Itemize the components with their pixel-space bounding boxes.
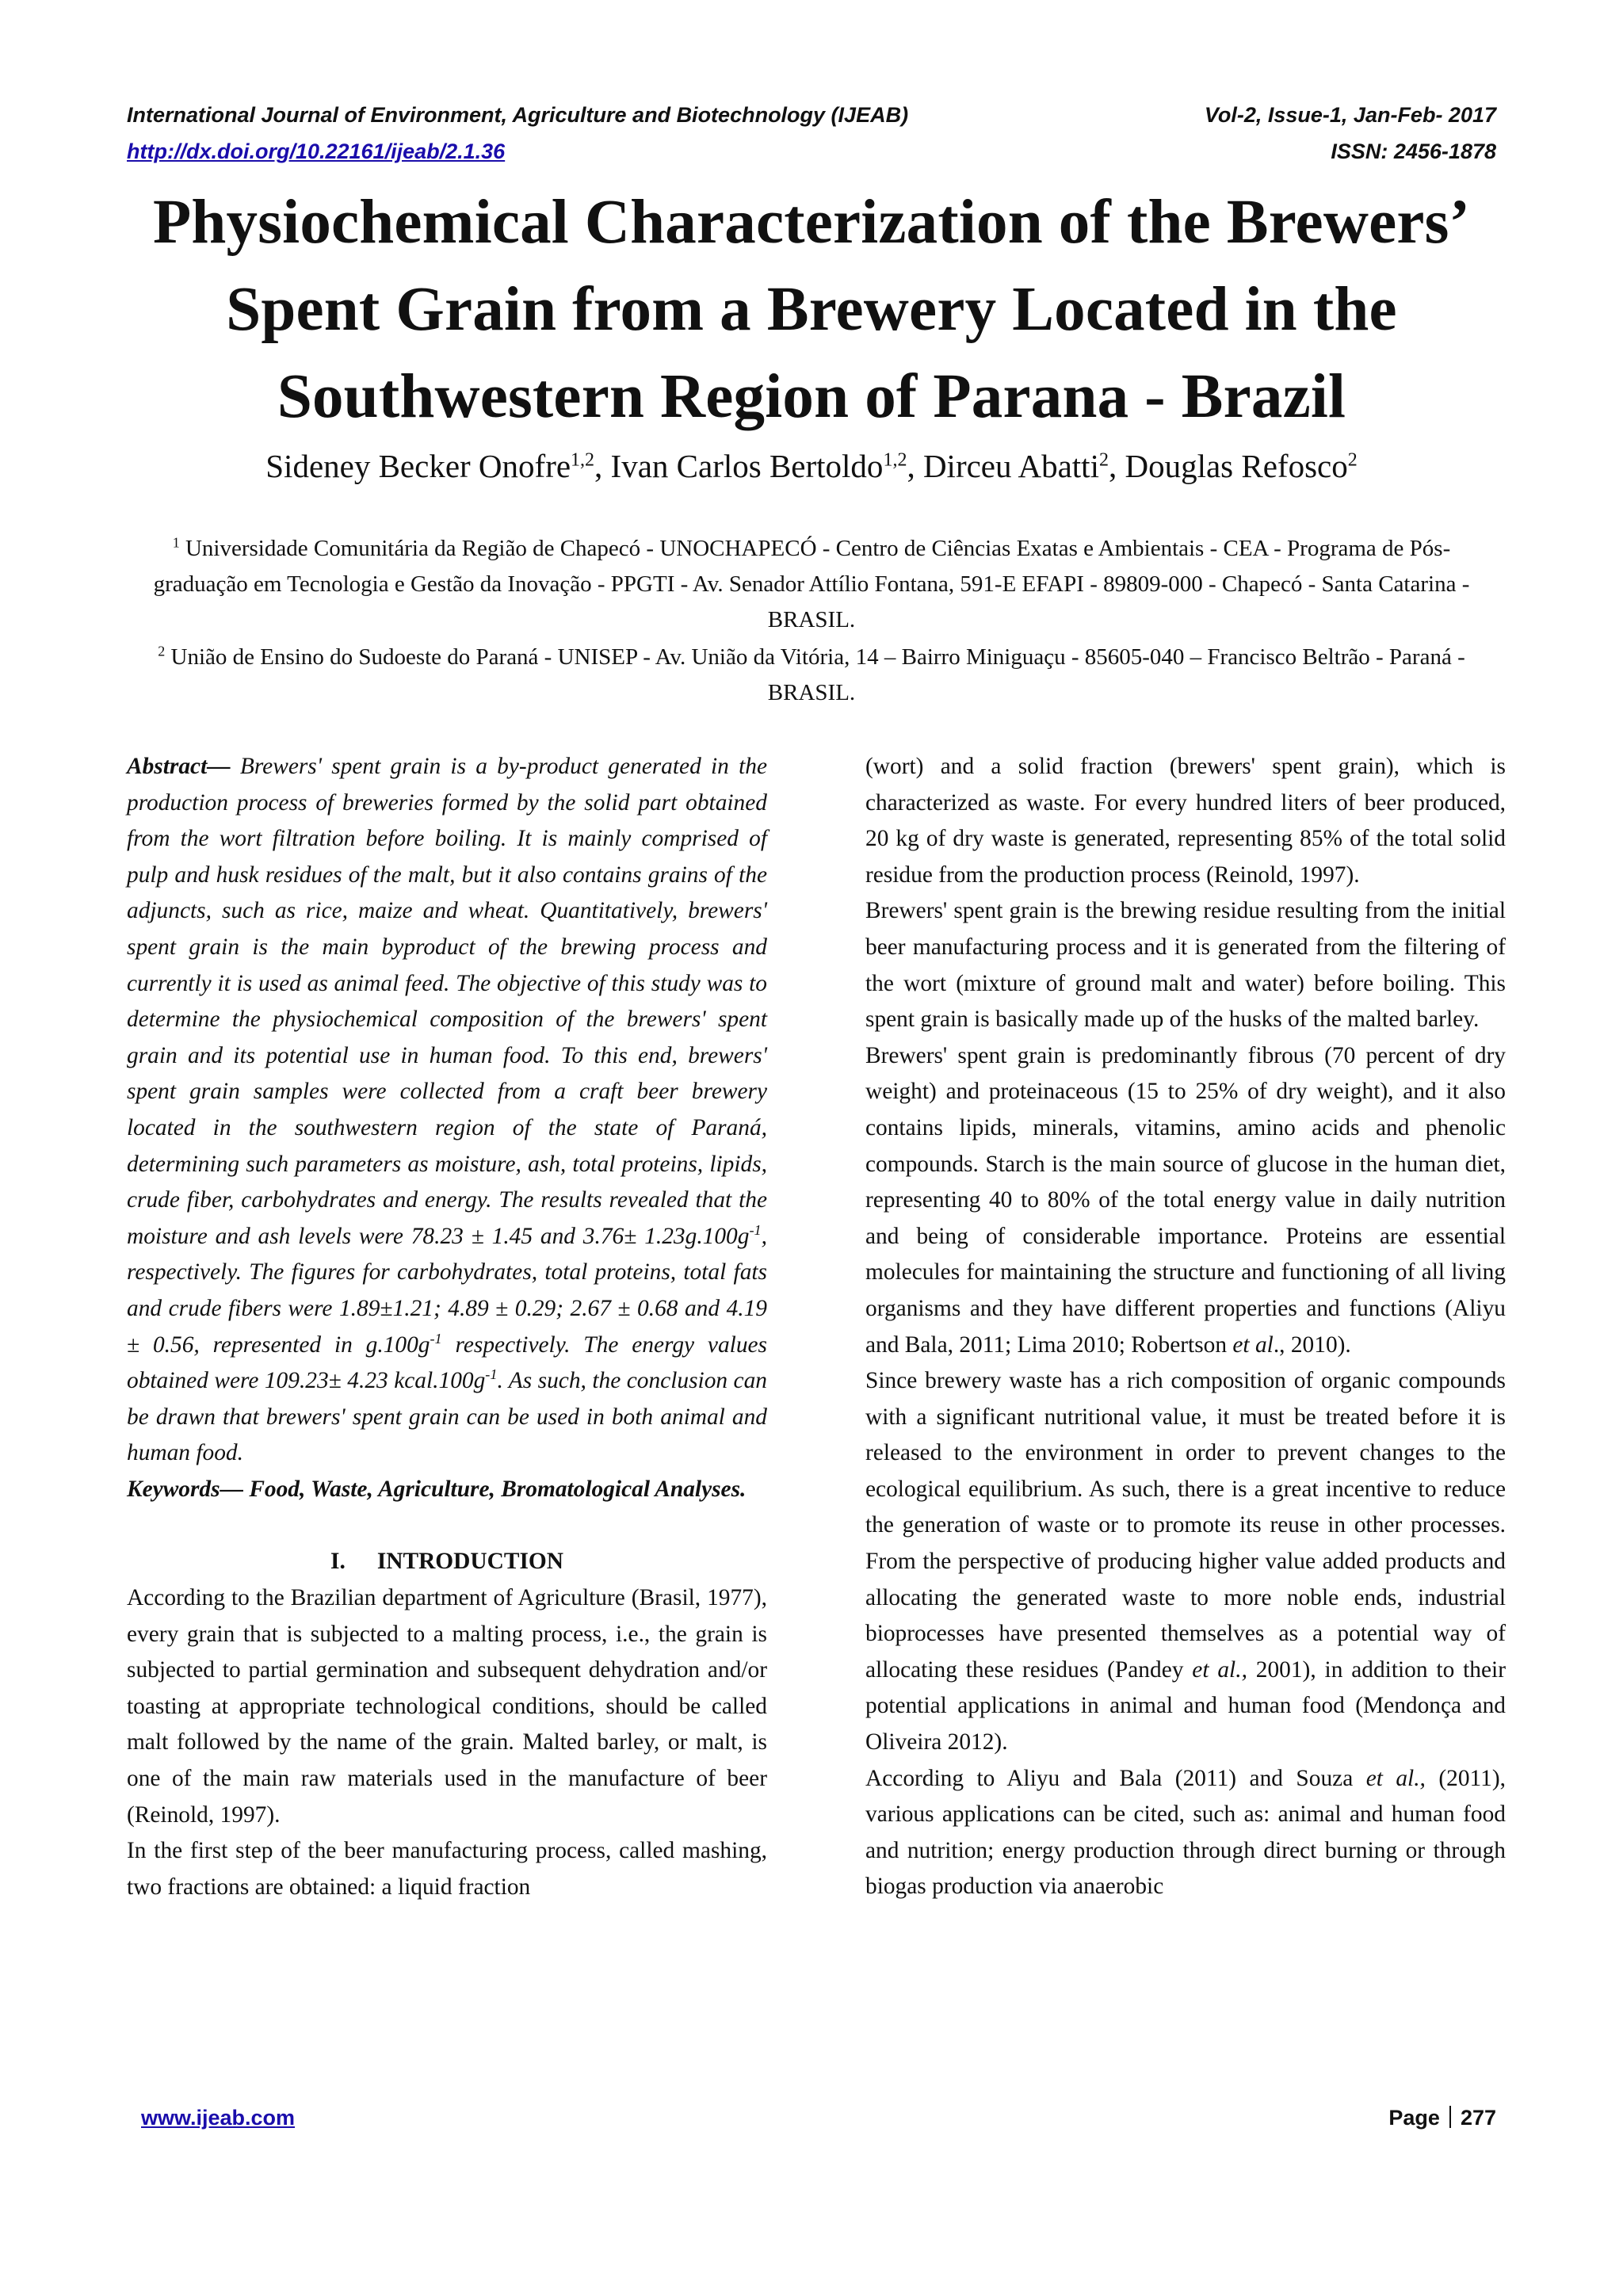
- body-paragraph: [865, 1363, 1506, 1761]
- page-label: Page: [1388, 2106, 1440, 2130]
- author-list: [87, 444, 1536, 488]
- author-separator: ,: [594, 448, 611, 484]
- author-name: Dirceu Abatti: [922, 448, 1099, 484]
- et-al: et al.,: [1192, 1656, 1247, 1683]
- exponent: -1: [485, 1366, 498, 1383]
- affiliations: [127, 531, 1496, 712]
- keywords: [127, 1472, 767, 1508]
- section-heading-introduction: [127, 1544, 767, 1580]
- journal-name: International Journal of Environment, Agriculture and Biotechnology (IJEAB): [127, 103, 909, 127]
- author-separator: ,: [907, 448, 923, 484]
- right-column: [865, 749, 1506, 1905]
- abstract-text: Brewers' spent grain is a by-product generated in the production process of breweries formed by the solid part obtained from the wort filtration before boiling. It is mainly comprised of pulp and husk residues of the malt, but it also contains grains of the adjuncts, such as rice, maize and wheat. Quantitatively, brewers' spent grain is the main byproduct of the brewing process and currently it is used as animal feed. The objective of this study was to determine the physiochemical composition of the brewers' spent grain and its potential use in human food. To this end, brewers' spent grain samples were collected from a craft beer brewery located in the southwestern region of the state of Paraná, determining such parameters as moisture, ash, total proteins, lipids, crude fiber, carbohydrates and energy. The results revealed that the moisture and ash levels were 78.23 ± 1.45 and 3.76± 1.23g.100g: [127, 754, 767, 1249]
- keywords-text: Food, Waste, Agriculture, Bromatological Analyses.: [242, 1476, 747, 1502]
- left-column: [127, 749, 767, 1905]
- page-separator: [1449, 2106, 1451, 2128]
- title-line-1: Physiochemical Characterization of the Brewers’: [152, 188, 1471, 257]
- abstract: [127, 749, 767, 1472]
- body-text: According to Aliyu and Bala (2011) and Souza: [865, 1765, 1366, 1791]
- title-line-3: Southwestern Region of Parana - Brazil: [277, 362, 1346, 431]
- et-al: et al: [1232, 1331, 1274, 1358]
- paper-title: [87, 179, 1536, 441]
- website-link[interactable]: www.ijeab.com: [141, 2106, 296, 2130]
- et-al: et al.,: [1365, 1765, 1426, 1791]
- section-title: INTRODUCTION: [376, 1549, 563, 1575]
- body-text: (2011), various applications can be cited, such as: animal and human food and nutrition; energy production through direct burning or through biogas production via anaerobic: [865, 1765, 1506, 1900]
- exponent: -1: [749, 1221, 762, 1238]
- affiliation-number: 1: [172, 534, 180, 551]
- affiliation-number: 2: [158, 643, 166, 659]
- body-paragraph: [865, 1761, 1506, 1905]
- author-affiliation-mark: 2: [1098, 449, 1109, 471]
- page-number-block: [1388, 2103, 1496, 2132]
- author-separator: ,: [1108, 448, 1125, 484]
- body-text: ., 2010).: [1273, 1331, 1351, 1358]
- body-paragraph: (wort) and a solid fraction (brewers' spent grain), which is characterized as waste. For every hundred liters of beer produced, 20 kg of dry waste is generated, representing 85% of the total solid residue from the production process (Reinold, 1997).: [865, 754, 1506, 888]
- abstract-label: Abstract—: [127, 754, 231, 779]
- keywords-label: Keywords—: [127, 1476, 243, 1502]
- author-affiliation-mark: 2: [1347, 449, 1358, 471]
- section-number: I.: [330, 1549, 346, 1575]
- author-name: Sideney Becker Onofre: [265, 448, 571, 484]
- exponent: -1: [430, 1330, 442, 1347]
- doi-link[interactable]: http://dx.doi.org/10.22161/ijeab/2.1.36: [127, 139, 506, 163]
- affiliation-text: União de Ensino do Sudoeste do Paraná - UNISEP - Av. União da Vitória, 14 – Bairro Miniguaçu - 85605-040 – Francisco Beltrão - Paraná - BRASIL.: [165, 644, 1465, 705]
- abstract-text: , respectively. The figures for carbohydrates, total proteins, total fats and crude fibers were 1.89±1.21; 4.89 ± 0.29; 2.67 ± 0.68 and 4.19 ± 0.56, represented in g.100g: [127, 1223, 767, 1358]
- body-text: Brewers' spent grain is predominantly fibrous (70 percent of dry weight) and proteinaceous (15 to 25% of dry weight), and it also contains lipids, minerals, vitamins, amino acids and phenolic compounds. Starch is the main source of glucose in the human diet, representing 40 to 80% of the total energy value in daily nutrition and being of considerable importance. Proteins are essential molecules for maintaining the structure and functioning of all living organisms and they have different properties and functions (Aliyu and Bala, 2011; Lima 2010; Robertson: [865, 1042, 1506, 1358]
- affiliation-1: [127, 531, 1496, 638]
- author-affiliation-mark: 1,2: [883, 449, 907, 471]
- title-line-2: Spent Grain from a Brewery Located in the: [226, 275, 1397, 344]
- author-name: Ivan Carlos Bertoldo: [610, 448, 884, 484]
- affiliation-text: Universidade Comunitária da Região de Chapecó - UNOCHAPECÓ - Centro de Ciências Exatas e Ambientais - CEA - Programa de Pós-graduação em Tecnologia e Gestão da Inovação - PPGTI - Av. Senador Attílio Fontana, 591-E EFAPI - 89809-000 - Chapecó - Santa Catarina - BRASIL.: [153, 536, 1470, 632]
- abstract-text: respectively. The energy values obtained were 109.23± 4.23 kcal.100g: [127, 1331, 767, 1394]
- affiliation-2: [127, 640, 1496, 711]
- author-name: Douglas Refosco: [1125, 448, 1348, 484]
- page-number: 277: [1460, 2106, 1496, 2130]
- abstract-text: . As such, the conclusion can be drawn that brewers' spent grain can be used in both animal and human food.: [127, 1368, 767, 1466]
- issn: ISSN: 2456-1878: [1331, 139, 1496, 163]
- intro-paragraph: According to the Brazilian department of Agriculture (Brasil, 1977), every grain that is subjected to a malting process, i.e., the grain is subjected to partial germination and subsequent dehydration and/or toasting at appropriate technological conditions, should be called malt followed by the name of the grain. Malted barley, or malt, is one of the main raw materials used in the manufacture of beer (Reinold, 1997).: [127, 1585, 767, 1828]
- body-paragraph: Brewers' spent grain is the brewing residue resulting from the initial beer manufacturing process and it is generated from the filtering of the wort (mixture of ground malt and water) before boiling. This spent grain is basically made up of the husks of the malted barley.: [865, 898, 1506, 1033]
- intro-paragraph: In the first step of the beer manufacturing process, called mashing, two fractions are obtained: a liquid fraction: [127, 1838, 767, 1900]
- author-affiliation-mark: 1,2: [571, 449, 595, 471]
- body-paragraph: [865, 1038, 1506, 1363]
- body-text: Since brewery waste has a rich composition of organic compounds with a significant nutritional value, it must be treated before it is released to the environment in order to prevent changes to the ecological equilibrium. As such, there is a great incentive to reduce the generation of waste or to promote its reuse in other processes. From the perspective of producing higher value added products and allocating the generated waste to more noble ends, industrial bioprocesses have presented themselves as a potential way of allocating these residues (Pandey: [865, 1368, 1506, 1683]
- body-text: 2001), in addition to their potential applications in animal and human food (Mendonça and Oliveira 2012).: [865, 1656, 1506, 1755]
- volume-info: Vol-2, Issue-1, Jan-Feb- 2017: [1204, 103, 1496, 127]
